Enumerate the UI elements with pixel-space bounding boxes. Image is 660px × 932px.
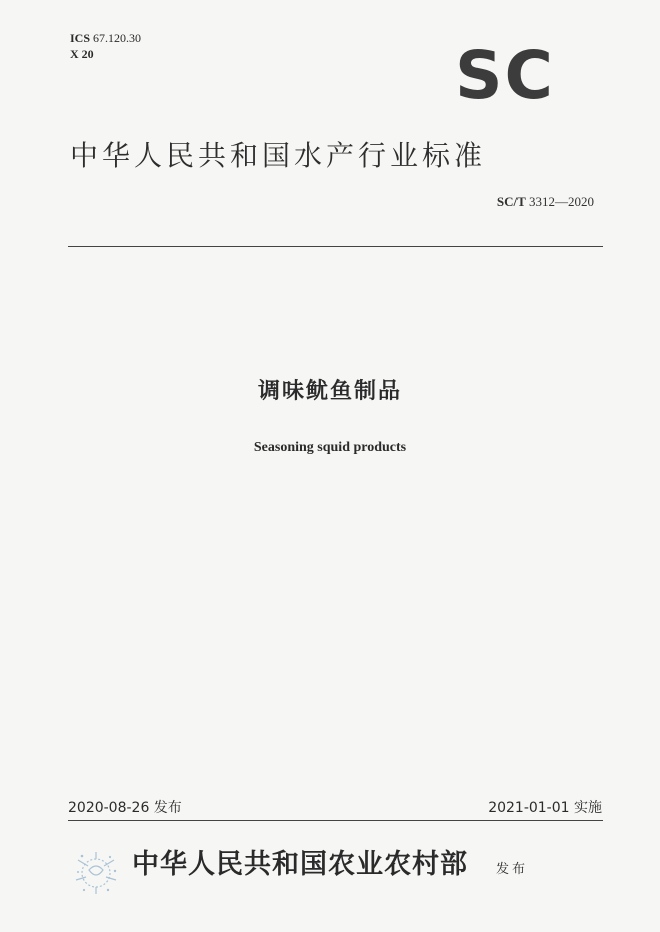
classification-block bbox=[70, 30, 141, 62]
ics-code: ICS 67.120.30 bbox=[70, 31, 142, 45]
issue-date: 2020-08-26 发布 bbox=[68, 800, 182, 816]
bottom-divider bbox=[68, 820, 603, 821]
ministry-name: 中华人民共和国农业农村部 bbox=[132, 849, 468, 880]
ministry-seal-icon bbox=[72, 850, 120, 896]
standard-prefix: SC/T bbox=[496, 194, 526, 209]
document-title-zh: 调味鱿鱼制品 bbox=[257, 379, 402, 404]
publish-label: 发布 bbox=[496, 862, 529, 877]
org-title: 中华人民共和国水产行业标准 bbox=[70, 139, 487, 172]
category-code: X 20 bbox=[70, 47, 94, 61]
standard-code bbox=[497, 194, 594, 210]
sc-logo: SC bbox=[455, 37, 555, 114]
top-divider bbox=[68, 246, 603, 247]
document-title-en: Seasoning squid products bbox=[253, 440, 407, 455]
standard-number: 3312—2020 bbox=[529, 194, 594, 209]
implement-date: 2021-01-01 实施 bbox=[488, 800, 602, 816]
